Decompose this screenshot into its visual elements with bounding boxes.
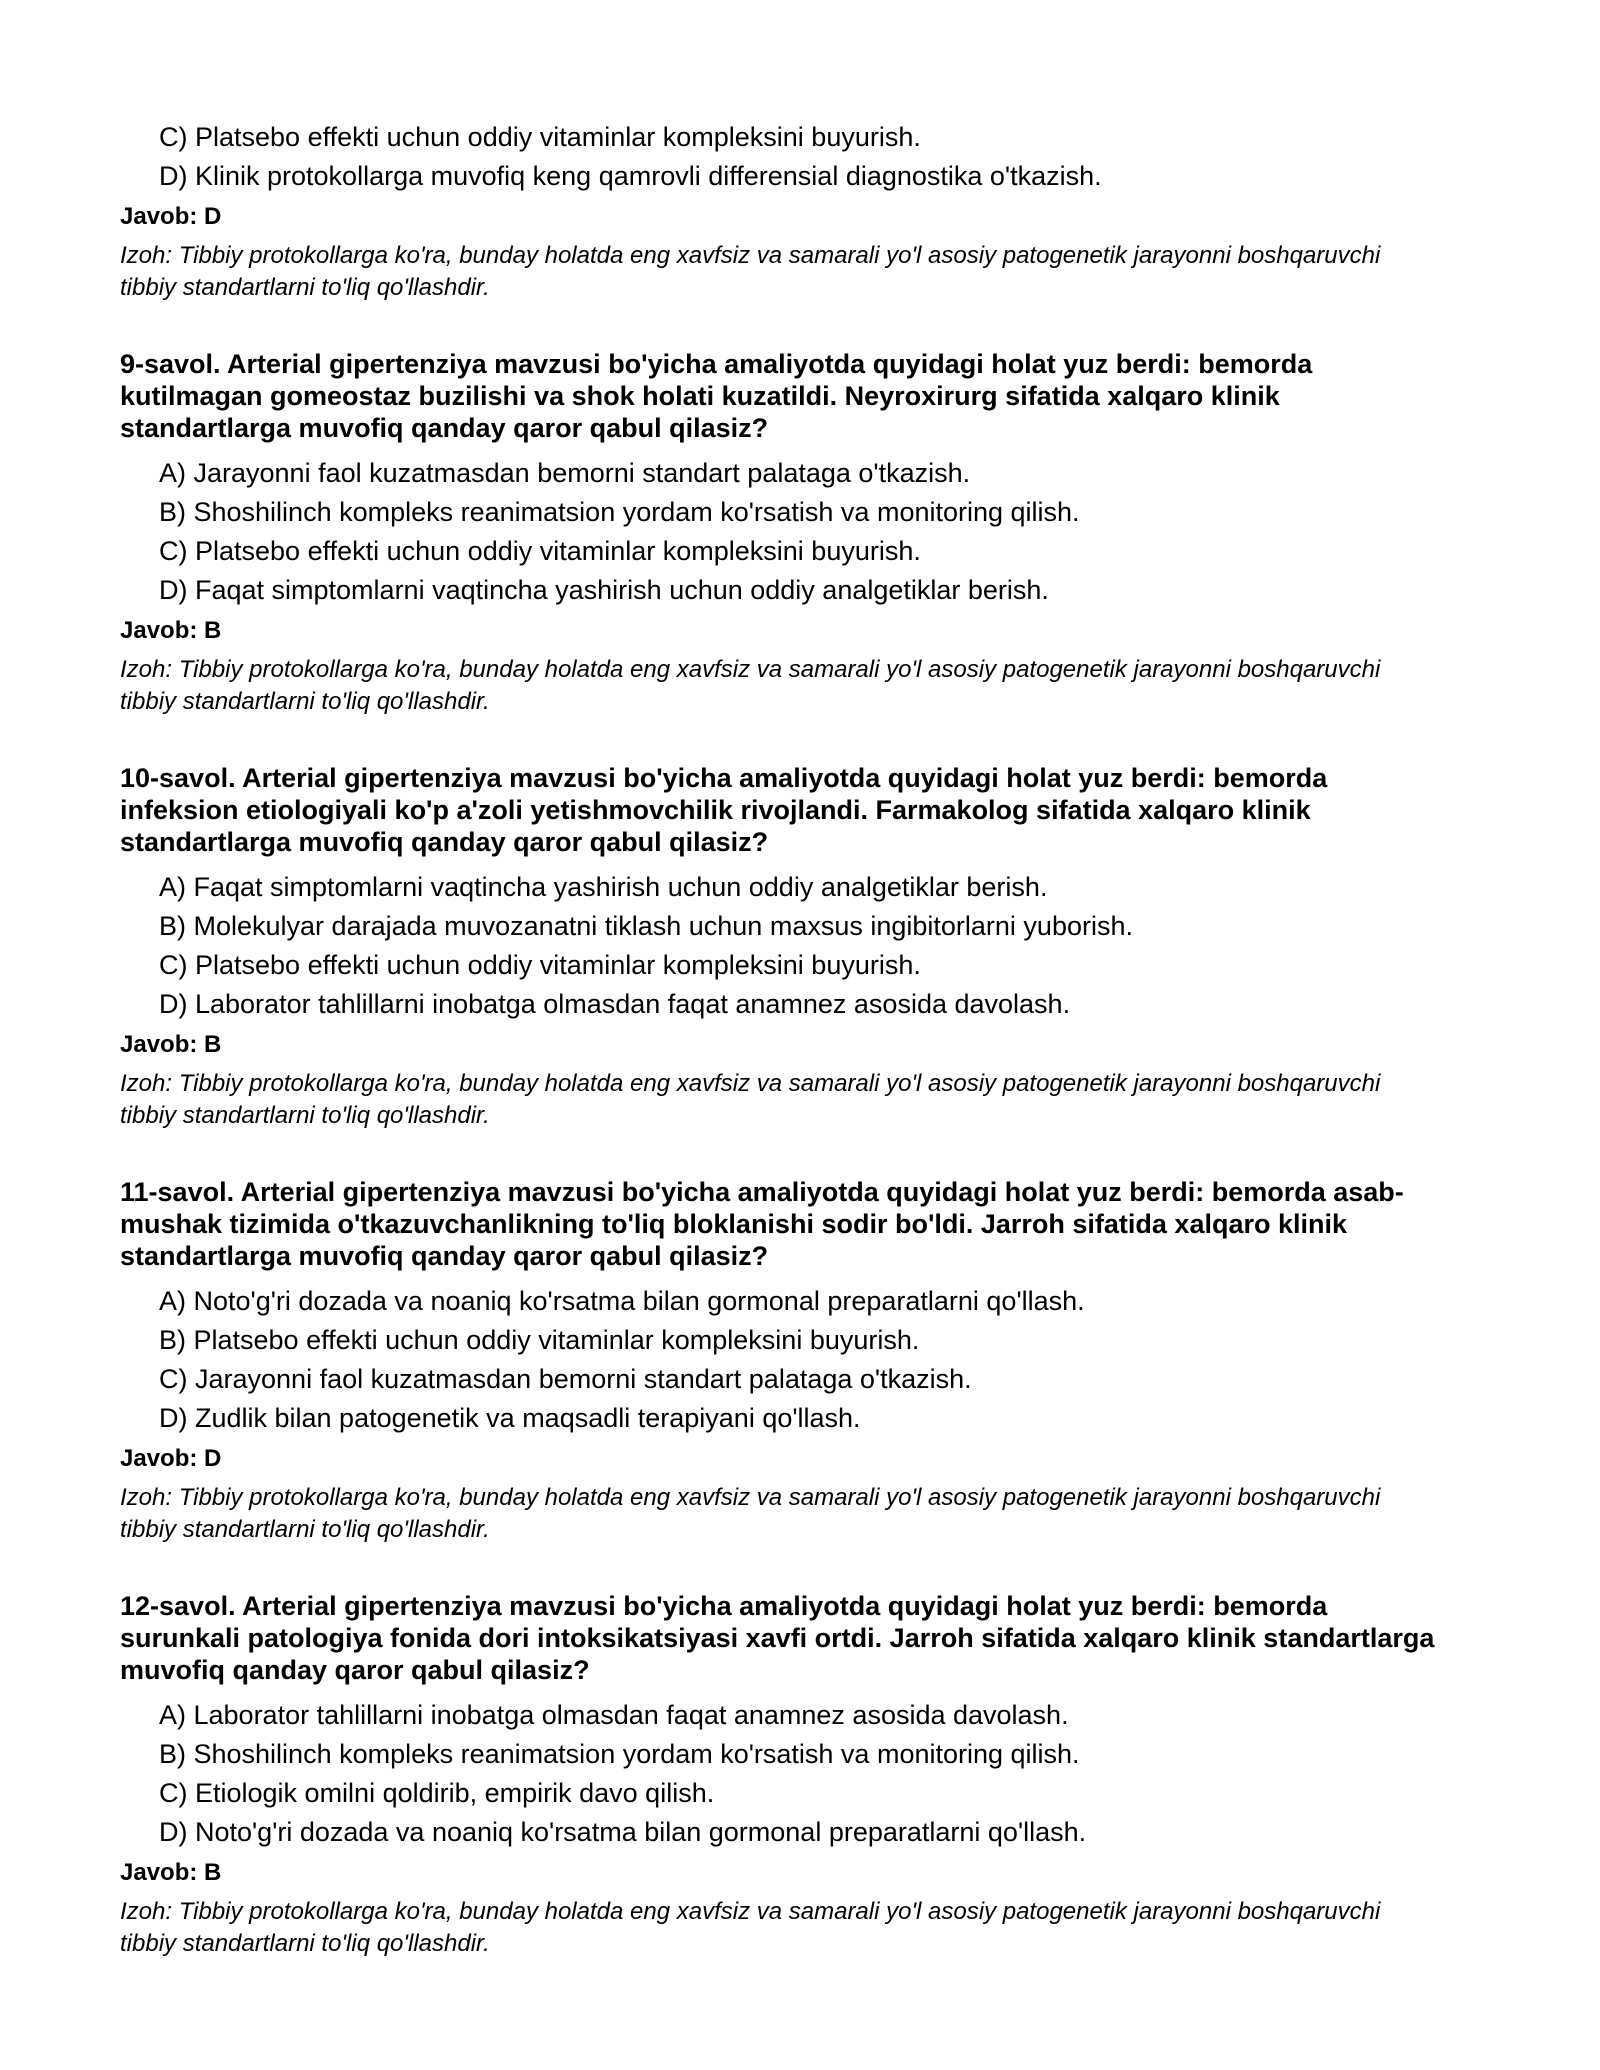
question-12 (120, 1590, 1440, 1960)
options-list (120, 1282, 1440, 1438)
question-title: 9-savol. Arterial gipertenziya mavzusi bo'yicha amaliyotda quyidagi holat yuz berdi: bemorda kutilmagan gomeostaz buzilishi va shok holati kuzatildi. Neyroxirurg sifatida xalqaro klinik standartlarga muvofiq qanday qaror qabul qilasiz? (120, 349, 1313, 443)
question-8-continuation (120, 118, 1440, 304)
explanation-note: Izoh: Tibbiy protokollarga ko'ra, bunday holatda eng xavfsiz va samarali yo'l asosiy patogenetik jarayonni boshqaruvchi tibbiy standartlarni to'liq qo'llashdir. (120, 656, 1381, 715)
option-d: D) Noto'g'ri dozada va noaniq ko'rsatma bilan gormonal preparatlarni qo'llash. (159, 1817, 1087, 1847)
option-a: A) Laborator tahlillarni inobatga olmasdan faqat anamnez asosida davolash. (159, 1700, 1069, 1730)
answer-label: Javob: B (120, 1859, 222, 1886)
option-c: C) Platsebo effekti uchun oddiy vitaminlar kompleksini buyurish. (159, 122, 921, 152)
question-title: 12-savol. Arterial gipertenziya mavzusi bo'yicha amaliyotda quyidagi holat yuz berdi: bemorda surunkali patologiya fonida dori intoksikatsiyasi xavfi ortdi. Jarroh sifatida xalqaro klinik standartlarga muvofiq qanday qaror qabul qilasiz? (120, 1591, 1435, 1685)
answer-label: Javob: D (120, 1445, 222, 1472)
options-list (120, 868, 1440, 1024)
answer-label: Javob: B (120, 617, 222, 644)
option-a: A) Jarayonni faol kuzatmasdan bemorni standart palataga o'tkazish. (159, 458, 971, 488)
option-c: C) Etiologik omilni qoldirib, empirik davo qilish. (159, 1778, 715, 1808)
explanation-note: Izoh: Tibbiy protokollarga ko'ra, bunday holatda eng xavfsiz va samarali yo'l asosiy patogenetik jarayonni boshqaruvchi tibbiy standartlarni to'liq qo'llashdir. (120, 1898, 1381, 1957)
option-b: B) Platsebo effekti uchun oddiy vitaminlar kompleksini buyurish. (159, 1325, 920, 1355)
option-b: B) Molekulyar darajada muvozanatni tiklash uchun maxsus ingibitorlarni yuborish. (159, 911, 1133, 941)
question-9 (120, 348, 1440, 718)
answer-label: Javob: B (120, 1031, 222, 1058)
question-11 (120, 1176, 1440, 1546)
option-d: D) Klinik protokollarga muvofiq keng qamrovli differensial diagnostika o'tkazish. (159, 161, 1102, 191)
question-10 (120, 762, 1440, 1132)
option-d: D) Zudlik bilan patogenetik va maqsadli terapiyani qo'llash. (159, 1403, 861, 1433)
options-list (120, 1696, 1440, 1852)
option-d: D) Laborator tahlillarni inobatga olmasdan faqat anamnez asosida davolash. (159, 989, 1071, 1019)
option-c: C) Platsebo effekti uchun oddiy vitaminlar kompleksini buyurish. (159, 536, 921, 566)
explanation-note: Izoh: Tibbiy protokollarga ko'ra, bunday holatda eng xavfsiz va samarali yo'l asosiy patogenetik jarayonni boshqaruvchi tibbiy standartlarni to'liq qo'llashdir. (120, 1484, 1381, 1543)
option-a: A) Noto'g'ri dozada va noaniq ko'rsatma bilan gormonal preparatlarni qo'llash. (159, 1286, 1085, 1316)
explanation-note: Izoh: Tibbiy protokollarga ko'ra, bunday holatda eng xavfsiz va samarali yo'l asosiy patogenetik jarayonni boshqaruvchi tibbiy standartlarni to'liq qo'llashdir. (120, 1070, 1381, 1129)
option-d: D) Faqat simptomlarni vaqtincha yashirish uchun oddiy analgetiklar berish. (159, 575, 1049, 605)
option-b: B) Shoshilinch kompleks reanimatsion yordam ko'rsatish va monitoring qilish. (159, 1739, 1080, 1769)
option-c: C) Platsebo effekti uchun oddiy vitaminlar kompleksini buyurish. (159, 950, 921, 980)
answer-label: Javob: D (120, 203, 222, 230)
question-title: 10-savol. Arterial gipertenziya mavzusi bo'yicha amaliyotda quyidagi holat yuz berdi: bemorda infeksion etiologiyali ko'p a'zoli yetishmovchilik rivojlandi. Farmakolog sifatida xalqaro klinik standartlarga muvofiq qanday qaror qabul qilasiz? (120, 763, 1328, 857)
question-title: 11-savol. Arterial gipertenziya mavzusi bo'yicha amaliyotda quyidagi holat yuz berdi: bemorda asab-mushak tizimida o'tkazuvchanlikning to'liq bloklanishi sodir bo'ldi. Jarroh sifatida xalqaro klinik standartlarga muvofiq qanday qaror qabul qilasiz? (120, 1177, 1404, 1271)
option-c: C) Jarayonni faol kuzatmasdan bemorni standart palataga o'tkazish. (159, 1364, 972, 1394)
options-list (120, 454, 1440, 610)
option-b: B) Shoshilinch kompleks reanimatsion yordam ko'rsatish va monitoring qilish. (159, 497, 1080, 527)
document-page (120, 118, 1440, 1960)
option-a: A) Faqat simptomlarni vaqtincha yashirish uchun oddiy analgetiklar berish. (159, 872, 1048, 902)
explanation-note: Izoh: Tibbiy protokollarga ko'ra, bunday holatda eng xavfsiz va samarali yo'l asosiy patogenetik jarayonni boshqaruvchi tibbiy standartlarni to'liq qo'llashdir. (120, 242, 1381, 301)
